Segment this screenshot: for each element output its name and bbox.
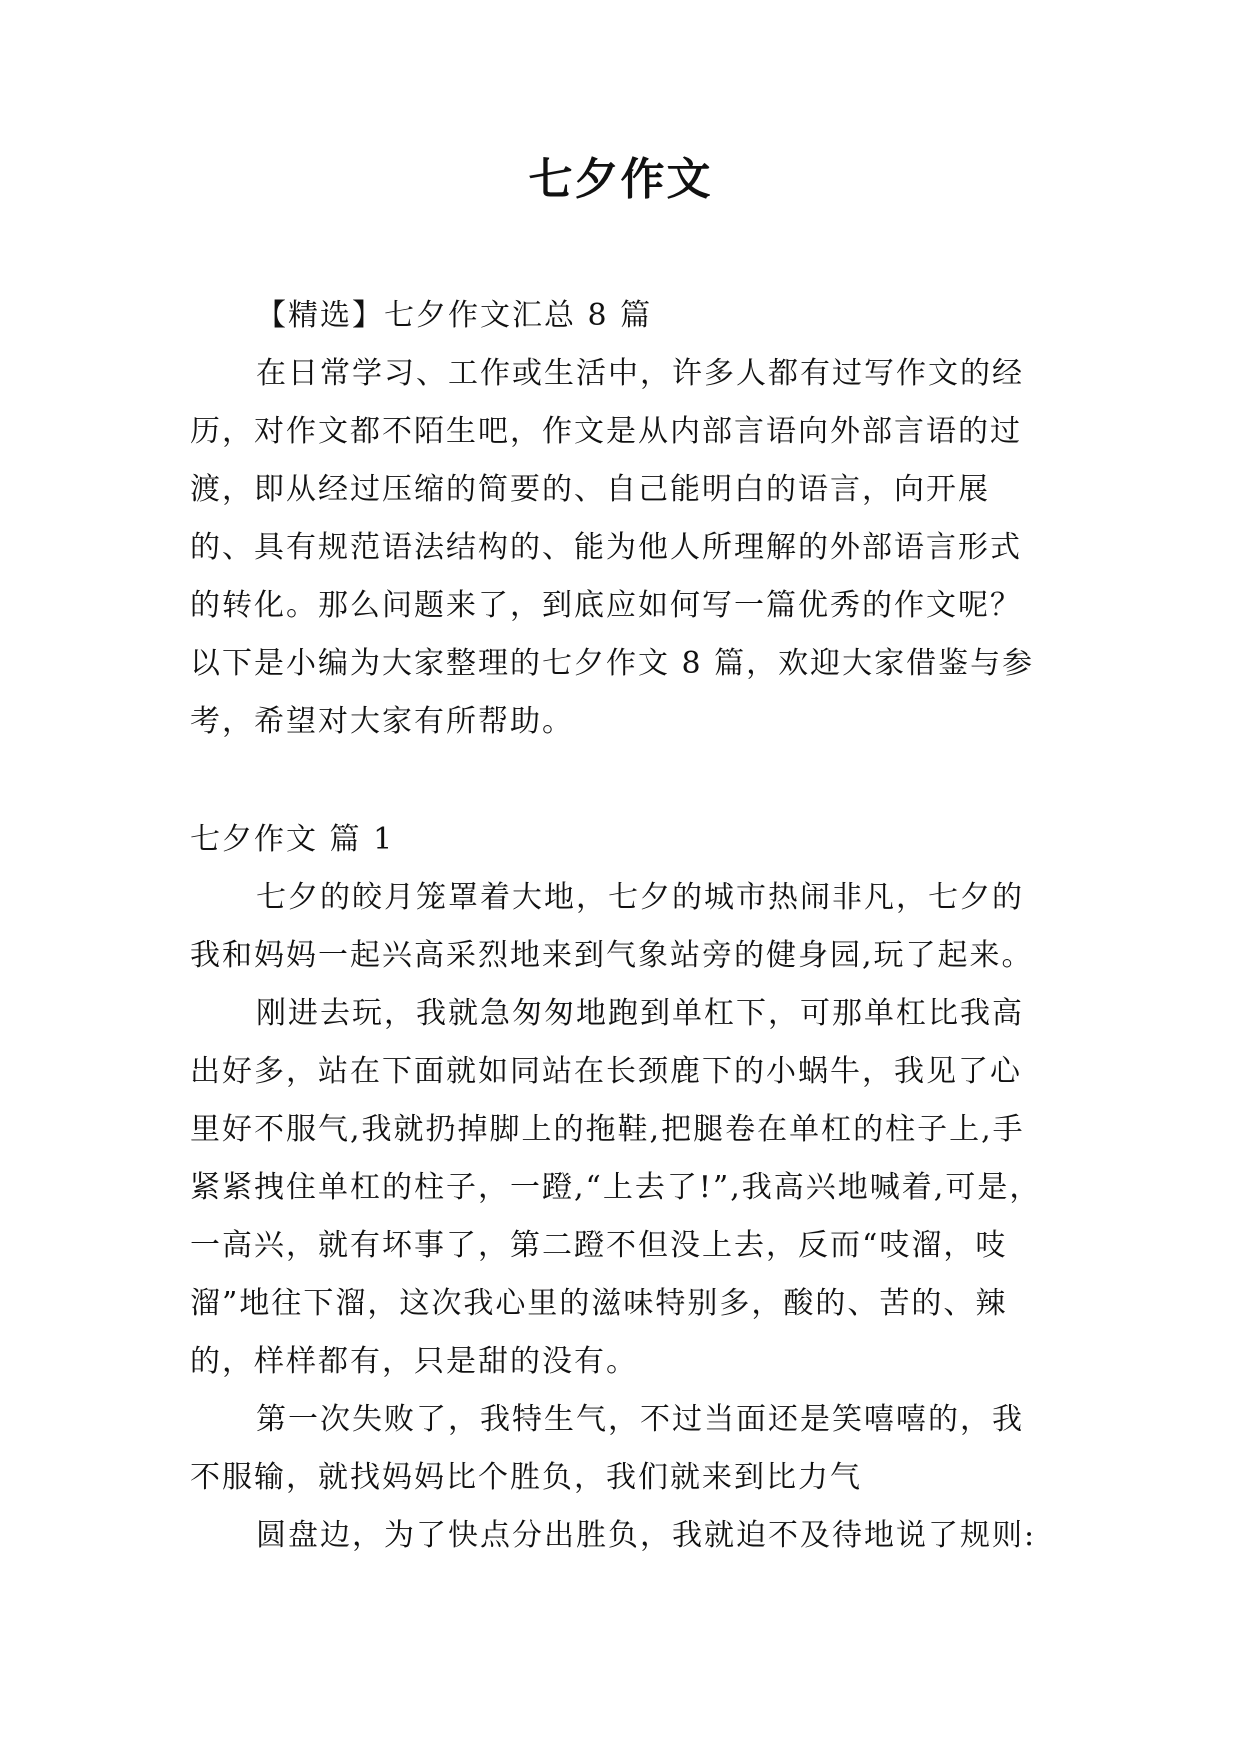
- intro-block: [190, 287, 1052, 751]
- body-paragraph-2: 刚进去玩，我就急匆匆地跑到单杠下，可那单杠比我高出好多，站在下面就如同站在长颈鹿下的小蜗牛，我见了心里好不服气,我就扔掉脚上的拖鞋,把腿卷在单杠的柱子上,手紧紧拽住单杠的柱子，一蹬,“上去了!”,我高兴地喊着,可是，一高兴，就有坏事了，第二蹬不但没上去，反而“吱溜，吱溜”地往下溜，这次我心里的滋味特别多，酸的、苦的、辣的，样样都有，只是甜的没有。: [190, 996, 1042, 1379]
- body-paragraph-1: 七夕的皎月笼罩着大地，七夕的城市热闹非凡，七夕的我和妈妈一起兴高采烈地来到气象站旁的健身园,玩了起来。: [190, 880, 1034, 973]
- body-paragraph-4: 圆盘边，为了快点分出胜负，我就迫不及待地说了规则:: [256, 1518, 1037, 1553]
- section-title: 七夕作文 篇 1: [190, 822, 395, 857]
- section-body: [190, 869, 1052, 1565]
- body-paragraph-3: 第一次失败了，我特生气，不过当面还是笑嘻嘻的，我不服输，就找妈妈比个胜负，我们就来到比力气: [190, 1402, 1024, 1495]
- intro-paragraph: 在日常学习、工作或生活中，许多人都有过写作文的经历，对作文都不陌生吧，作文是从内部言语向外部言语的过渡，即从经过压缩的简要的、自己能明白的语言，向开展的、具有规范语法结构的、能为他人所理解的外部语言形式的转化。那么问题来了，到底应如何写一篇优秀的作文呢？以下是小编为大家整理的七夕作文 8 篇，欢迎大家借鉴与参考，希望对大家有所帮助。: [190, 356, 1035, 739]
- document-title: 七夕作文: [528, 154, 713, 205]
- section-heading-block: [190, 811, 1052, 869]
- intro-heading: 【精选】七夕作文汇总 8 篇: [256, 298, 653, 333]
